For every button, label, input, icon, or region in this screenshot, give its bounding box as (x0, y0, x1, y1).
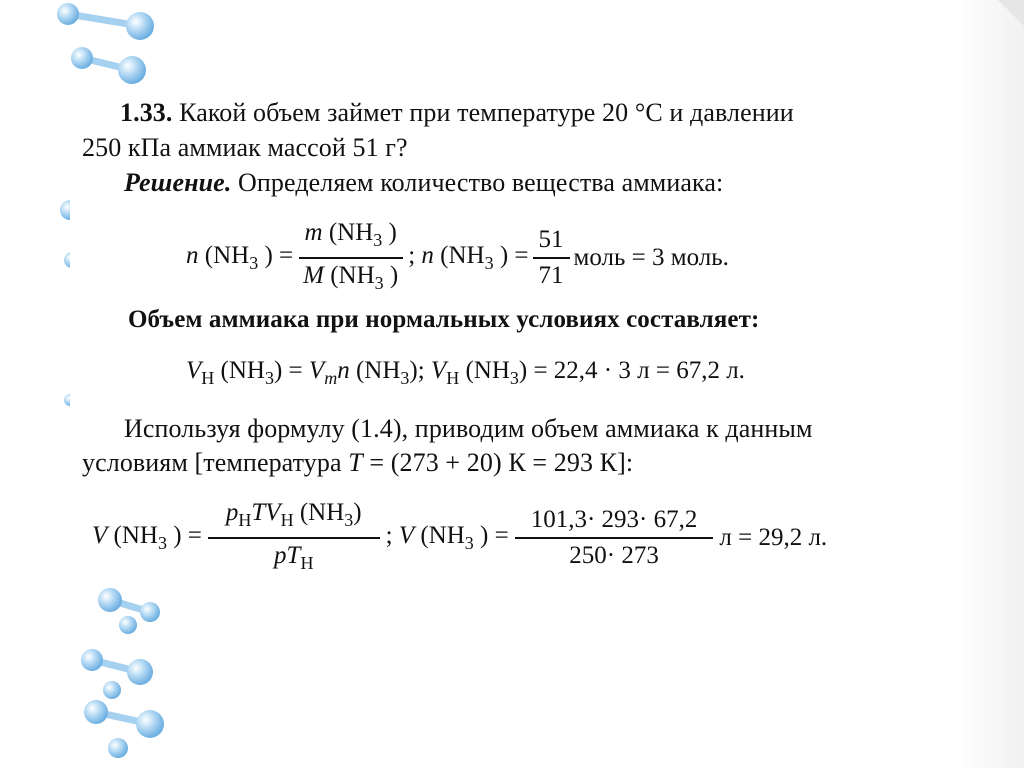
problem-text-1: Какой объем займет при температуре 20 °С и давлении (179, 98, 794, 127)
solution-intro: Определяем количество вещества аммиака: (238, 168, 724, 197)
eq3-value-num: 101,3· 293· 67,2 (515, 505, 714, 539)
eq3-lhs-close: ) = (173, 522, 202, 549)
eq2-part1-sub: 3 (264, 368, 274, 388)
eq2-part2: (NH (465, 357, 510, 384)
eq1-value-fraction (533, 225, 570, 291)
eq2-part1: (NH (220, 357, 265, 384)
eq2-v2: V (430, 357, 447, 384)
eq3-num-rest: (NH (299, 499, 345, 526)
eq2-n-sub: 3 (400, 368, 410, 388)
eq1-den-sub: 3 (374, 273, 384, 293)
eq3-num-p-sub: H (238, 510, 252, 530)
eq3-num-p: p (225, 499, 239, 526)
eq3-num-tv: TV (251, 499, 281, 526)
eq2-vm: V (308, 357, 325, 384)
problem-number: 1.33. (120, 98, 173, 127)
eq2-n-close: ); (409, 357, 425, 384)
eq3-value-fraction (515, 505, 714, 571)
eq3-mid-sub: 3 (464, 533, 474, 553)
formula-text-2b: = (273 + 20) К = 293 К]: (369, 448, 634, 477)
eq1-num-sub: 3 (373, 230, 383, 250)
eq2-part2-sub: 3 (509, 368, 519, 388)
eq2-part1-close: ) = (273, 357, 303, 384)
solution-label: Решение. (124, 168, 232, 197)
eq1-mid-sub: 3 (484, 253, 494, 273)
eq1-mid-close: ) = (499, 242, 529, 269)
eq1-lhs-close: ) = (264, 242, 294, 269)
eq2-v2-sub: H (446, 368, 460, 388)
formula-text-line-1: Используя формулу (1.4), приводим объем аммиака к данным (124, 414, 813, 443)
solution-line (124, 168, 723, 198)
formula-text-T: T (348, 448, 363, 477)
eq3-den-p: pT (274, 542, 301, 569)
eq2-vm-sub: m (324, 368, 338, 388)
formula-text-line-2 (82, 448, 633, 478)
eq1-lhs-sub: 3 (249, 253, 259, 273)
eq2-v1-sub: H (201, 368, 215, 388)
eq1-value-den: 71 (538, 262, 564, 289)
problem-line-1 (120, 98, 794, 128)
eq2-part2-close: ) = 22,4 · 3 л = 67,2 л. (518, 357, 745, 384)
eq2-v1: V (186, 357, 202, 384)
eq3-fraction (208, 498, 380, 578)
equation-normal-volume: $V_H$ $(NH_3) = V_mn$ $(NH_3)$; $V_H$ $(NH_3) = 22,4 \cdot 3$ л = 67,2 л. (186, 357, 745, 388)
problem-line-2 (82, 133, 408, 163)
eq3-result: л = 29,2 л. (719, 524, 828, 551)
eq1-result: моль = 3 моль. (573, 244, 729, 271)
eq3-mid-close: ) = (480, 522, 509, 549)
formula-text-2a: условиям [температура (82, 448, 342, 477)
page-corner-fold (998, 0, 1024, 26)
eq3-num-rest-close: ) (353, 499, 362, 526)
problem-text-2: 250 кПа аммиак массой 51 г? (82, 133, 408, 162)
equation-actual-volume: V ($NH_3$ ) = $\frac{p_HTV_H (NH_3)}{pT_H}$ ; V ($NH_3$ ) = $\frac{101,3\cdot 293\cdot 67,2}{250\cdot 273}$ л = 29,2 л. (92, 498, 827, 578)
eq3-num-v-sub: H (280, 510, 294, 530)
eq1-num-close: ) (388, 219, 397, 246)
eq3-den-sub: H (300, 553, 314, 573)
eq3-value-den: 250· 273 (569, 542, 659, 569)
eq3-num-rest-sub: 3 (344, 510, 354, 530)
eq1-den-close: ) (389, 262, 399, 289)
eq1-value-num: 51 (533, 225, 570, 259)
equation-amount-of-substance: n ($NH_3$ ) = $\frac{m (NH_3 )}{M (NH_3 )}$ ; n ($NH_3$ ) = $\frac{51}{71}$ моль = 3 моль. (186, 218, 729, 298)
normal-conditions-text: Объем аммиака при нормальных условиях составляет: (128, 306, 760, 333)
eq1-fraction: $\frac{m (NH_3 )}{M (NH_3 )}$ (297, 218, 404, 298)
eq3-lhs-sub: 3 (157, 533, 167, 553)
